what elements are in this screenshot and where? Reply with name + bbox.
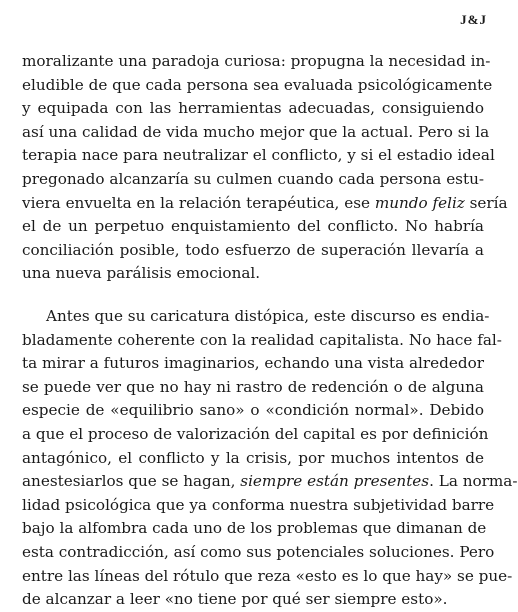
emphasis-text: mundo feliz xyxy=(374,193,465,212)
text-line xyxy=(22,239,484,263)
text-segment: pregonado alcanzaría su culmen cuando cada persona estu- xyxy=(22,169,484,188)
text-line xyxy=(22,494,495,518)
emphasis-text: siempre están presentes xyxy=(240,472,430,491)
text-segment: bladamente coherente con la realidad capitalista. No hace fal- xyxy=(22,330,502,349)
text-segment: una nueva parálisis emocional. xyxy=(22,264,261,283)
text-line xyxy=(22,97,484,121)
text-line xyxy=(22,121,490,145)
text-segment: especie de «equilibrio sano» o «condición normal». Debido xyxy=(22,401,484,420)
text-line xyxy=(22,517,487,541)
running-head: J&J xyxy=(460,12,487,27)
text-line xyxy=(22,565,513,589)
text-segment: bajo la alfombra cada uno de los problemas que dimanan de xyxy=(22,519,487,538)
text-line xyxy=(22,588,484,612)
text-segment: el de un perpetuo enquistamiento del conflicto. No habría xyxy=(22,217,484,236)
text-line xyxy=(22,423,489,447)
text-segment: antagónico, el conflicto y la crisis, por muchos intentos de xyxy=(22,448,484,467)
text-line xyxy=(22,192,508,216)
text-segment: ta mirar a futuros imaginarios, echando una vista alrededor xyxy=(22,354,484,373)
text-line xyxy=(22,541,495,565)
text-segment: conciliación posible, todo esfuerzo de superación llevaría a xyxy=(22,240,484,259)
text-line xyxy=(22,305,490,329)
text-segment: sería xyxy=(464,193,508,212)
text-line xyxy=(22,144,495,168)
text-segment: anestesiarlos que se hagan, xyxy=(22,472,241,491)
paragraph-2 xyxy=(22,305,518,612)
text-segment: de alcanzar a leer «no tiene por qué ser siempre esto». xyxy=(22,590,448,609)
text-segment: y equipada con las herramientas adecuadas, consiguiendo xyxy=(22,99,484,118)
text-segment: Antes que su caricatura distópica, este discurso es endia- xyxy=(46,307,490,325)
text-line xyxy=(22,447,484,471)
text-line xyxy=(22,215,484,239)
text-line xyxy=(22,168,484,192)
text-segment: esta contradicción, así como sus potenciales soluciones. Pero xyxy=(22,542,495,561)
text-line xyxy=(22,50,491,74)
text-segment: moralizante una paradoja curiosa: propugna la necesidad in- xyxy=(22,52,491,70)
text-line xyxy=(22,376,484,400)
text-line xyxy=(22,262,484,286)
text-line xyxy=(22,399,484,423)
text-segment: viera envuelta en la relación terapéutica, ese xyxy=(22,193,375,212)
text-line xyxy=(22,470,518,494)
text-segment: lidad psicológica que ya conforma nuestra subjetividad barre xyxy=(22,495,495,514)
text-segment: se puede ver que no hay ni rastro de redención o de alguna xyxy=(22,377,484,396)
text-line xyxy=(22,352,484,376)
text-line xyxy=(22,329,502,353)
text-segment: entre las líneas del rótulo que reza «esto es lo que hay» se pue- xyxy=(22,566,513,585)
text-segment: eludible de que cada persona sea evaluada psicológicamente xyxy=(22,75,493,94)
text-segment: a que el proceso de valorización del capital es por definición xyxy=(22,424,489,443)
text-segment: terapia nace para neutralizar el conflicto, y si el estadio ideal xyxy=(22,146,495,165)
paragraph-1 xyxy=(22,50,508,286)
text-segment: . La norma- xyxy=(429,472,518,491)
text-line xyxy=(22,74,493,98)
text-segment: así una calidad de vida mucho mejor que la actual. Pero si la xyxy=(22,122,490,141)
